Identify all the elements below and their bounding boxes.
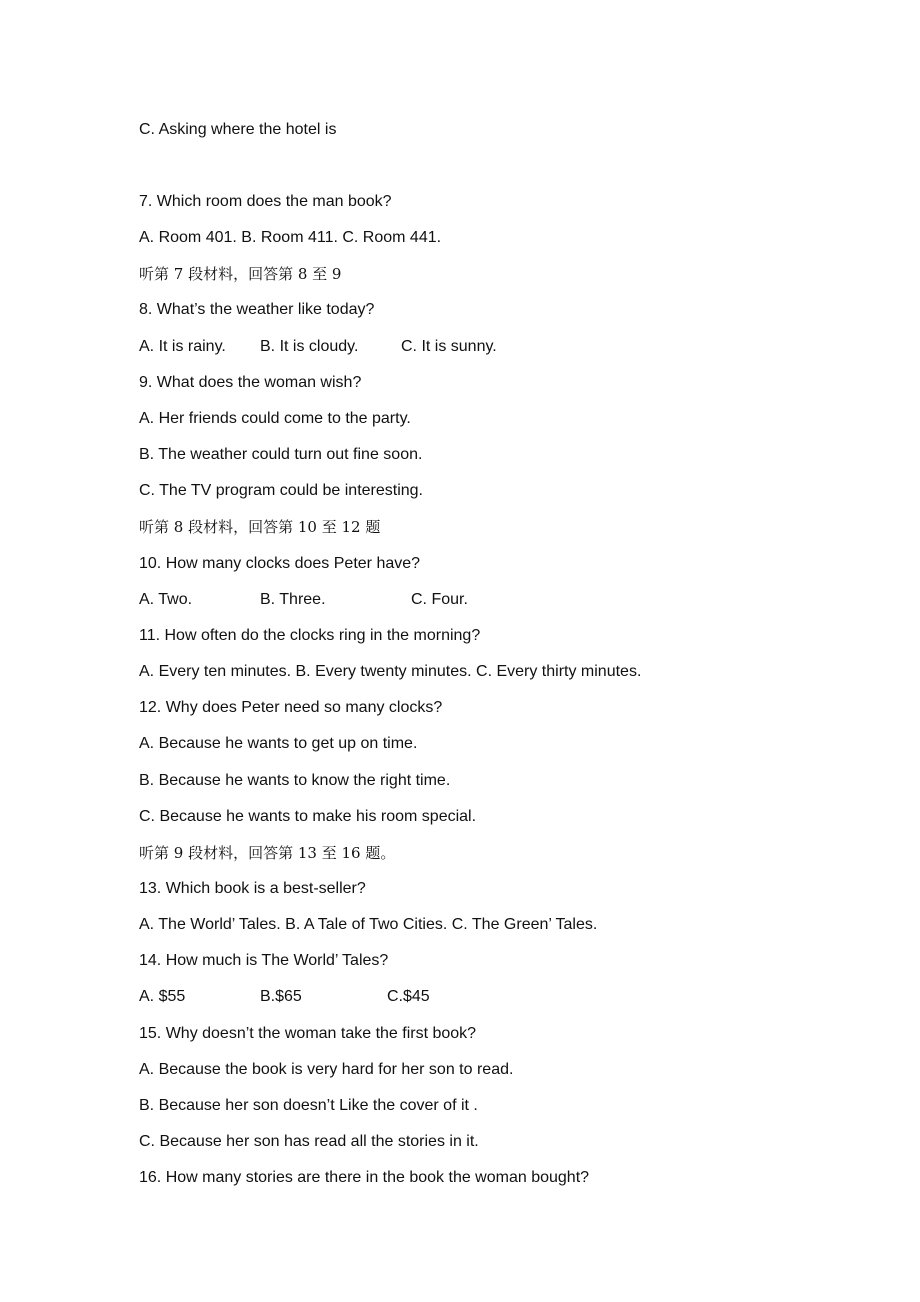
q14-option-a: A. $55 [139,988,186,1005]
q15-option-c: C. Because her son has read all the stories in it. [139,1133,479,1150]
section-8-instruction: 听第 8 段材料，回答第 10 至 12 题 [139,518,381,536]
question-16: 16. How many stories are there in the book the woman bought? [139,1169,590,1186]
q9-option-c: C. The TV program could be interesting. [139,482,423,499]
question-15: 15. Why doesn’t the woman take the first book? [139,1025,477,1042]
q14-option-b: B.$65 [260,988,302,1005]
question-13: 13. Which book is a best-seller? [139,880,366,897]
q6-option-c: C. Asking where the hotel is [139,121,337,138]
q10-option-a: A. Two. [139,591,193,608]
question-7: 7. Which room does the man book? [139,193,392,210]
q9-option-b: B. The weather could turn out fine soon. [139,446,423,463]
q9-option-a: A. Her friends could come to the party. [139,410,411,427]
question-11: 11. How often do the clocks ring in the morning? [139,627,481,644]
q14-option-c: C.$45 [387,988,430,1005]
question-12: 12. Why does Peter need so many clocks? [139,699,443,716]
q12-option-a: A. Because he wants to get up on time. [139,735,418,752]
q10-option-b: B. Three. [260,591,326,608]
q11-options: A. Every ten minutes. B. Every twenty minutes. C. Every thirty minutes. [139,663,642,680]
question-9: 9. What does the woman wish? [139,374,362,391]
q10-option-c: C. Four. [411,591,468,608]
section-7-instruction: 听第 7 段材料，回答第 8 至 9 [139,265,342,283]
q8-option-c: C. It is sunny. [401,338,497,355]
q12-option-b: B. Because he wants to know the right time. [139,772,451,789]
q8-option-a: A. It is rainy. [139,338,226,355]
question-10: 10. How many clocks does Peter have? [139,555,421,572]
q15-option-a: A. Because the book is very hard for her son to read. [139,1061,514,1078]
q8-option-b: B. It is cloudy. [260,338,359,355]
q7-options: A. Room 401. B. Room 411. C. Room 441. [139,229,442,246]
question-14: 14. How much is The World’ Tales? [139,952,389,969]
q13-options: A. The World’ Tales. B. A Tale of Two Cities. C. The Green’ Tales. [139,916,598,933]
q15-option-b: B. Because her son doesn’t Like the cover of it . [139,1097,478,1114]
q10-options [139,590,468,610]
q14-options [139,987,430,1007]
q8-options [139,337,497,357]
question-8: 8. What’s the weather like today? [139,301,375,318]
section-9-instruction: 听第 9 段材料，回答第 13 至 16 题。 [139,844,396,862]
q12-option-c: C. Because he wants to make his room special. [139,808,477,825]
